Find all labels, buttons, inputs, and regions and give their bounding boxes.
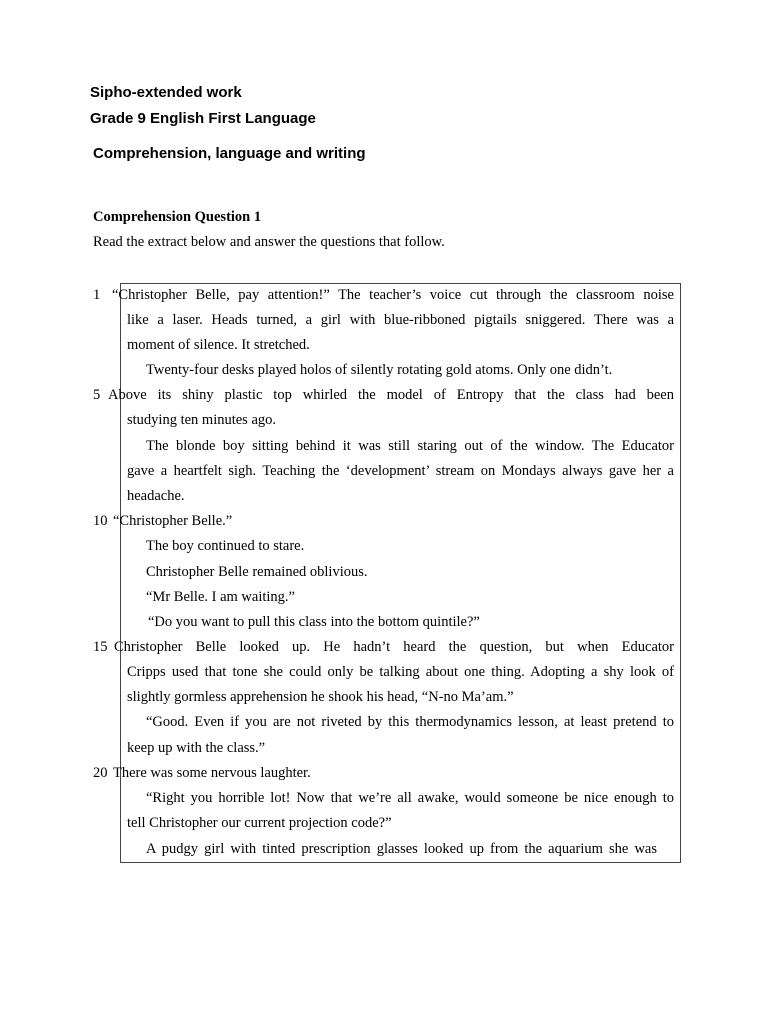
extract-line: “Right you horrible lot! Now that we’re all awake, would someone be nice enough to xyxy=(146,790,674,806)
extract-line: The blonde boy sitting behind it was still staring out of the window. The Educator xyxy=(146,438,674,454)
line-number: 15 xyxy=(93,639,108,655)
extract-line: Cripps used that tone she could only be talking about one thing. Adopting a shy look of xyxy=(127,664,674,680)
extract-line: “Christopher Belle.” xyxy=(113,513,233,529)
extract-line: like a laser. Heads turned, a girl with blue-ribboned pigtails sniggered. There was a xyxy=(127,312,674,328)
extract-line: Christopher Belle looked up. He hadn’t heard the question, but when Educator xyxy=(114,639,674,655)
line-number: 1 xyxy=(93,287,101,303)
question-heading: Comprehension Question 1 xyxy=(93,209,262,225)
extract-line: Christopher Belle remained oblivious. xyxy=(146,564,368,580)
line-number: 20 xyxy=(93,765,108,781)
extract-line: The boy continued to stare. xyxy=(146,538,305,554)
extract-line: There was some nervous laughter. xyxy=(113,765,311,781)
extract-line: tell Christopher our current projection code?” xyxy=(127,815,392,831)
line-number: 10 xyxy=(93,513,108,529)
line-number: 5 xyxy=(93,387,101,403)
extract-line: keep up with the class.” xyxy=(127,740,266,756)
extract-line: A pudgy girl with tinted prescription glasses looked up from the aquarium she was xyxy=(146,841,657,857)
extract-line: “Good. Even if you are not riveted by this thermodynamics lesson, at least pretend to xyxy=(146,714,674,730)
extract-line: headache. xyxy=(127,488,185,504)
section-heading: Comprehension, language and writing xyxy=(93,145,366,162)
extract-line: “Mr Belle. I am waiting.” xyxy=(146,589,295,605)
grade-heading: Grade 9 English First Language xyxy=(90,110,316,127)
question-instruction: Read the extract below and answer the questions that follow. xyxy=(93,234,445,250)
extract-line: studying ten minutes ago. xyxy=(127,412,277,428)
extract-line: “Do you want to pull this class into the bottom quintile?” xyxy=(148,614,480,630)
extract-line: Twenty-four desks played holos of silently rotating gold atoms. Only one didn’t. xyxy=(146,362,613,378)
document-title: Sipho-extended work xyxy=(90,84,242,101)
extract-line: gave a heartfelt sigh. Teaching the ‘development’ stream on Mondays always gave her a xyxy=(127,463,674,479)
extract-line: slightly gormless apprehension he shook his head, “N-no Ma’am.” xyxy=(127,689,514,705)
extract-line: moment of silence. It stretched. xyxy=(127,337,310,353)
extract-line: “Christopher Belle, pay attention!” The teacher’s voice cut through the classroom noise xyxy=(112,287,674,303)
extract-line: Above its shiny plastic top whirled the model of Entropy that the class had been xyxy=(108,387,674,403)
